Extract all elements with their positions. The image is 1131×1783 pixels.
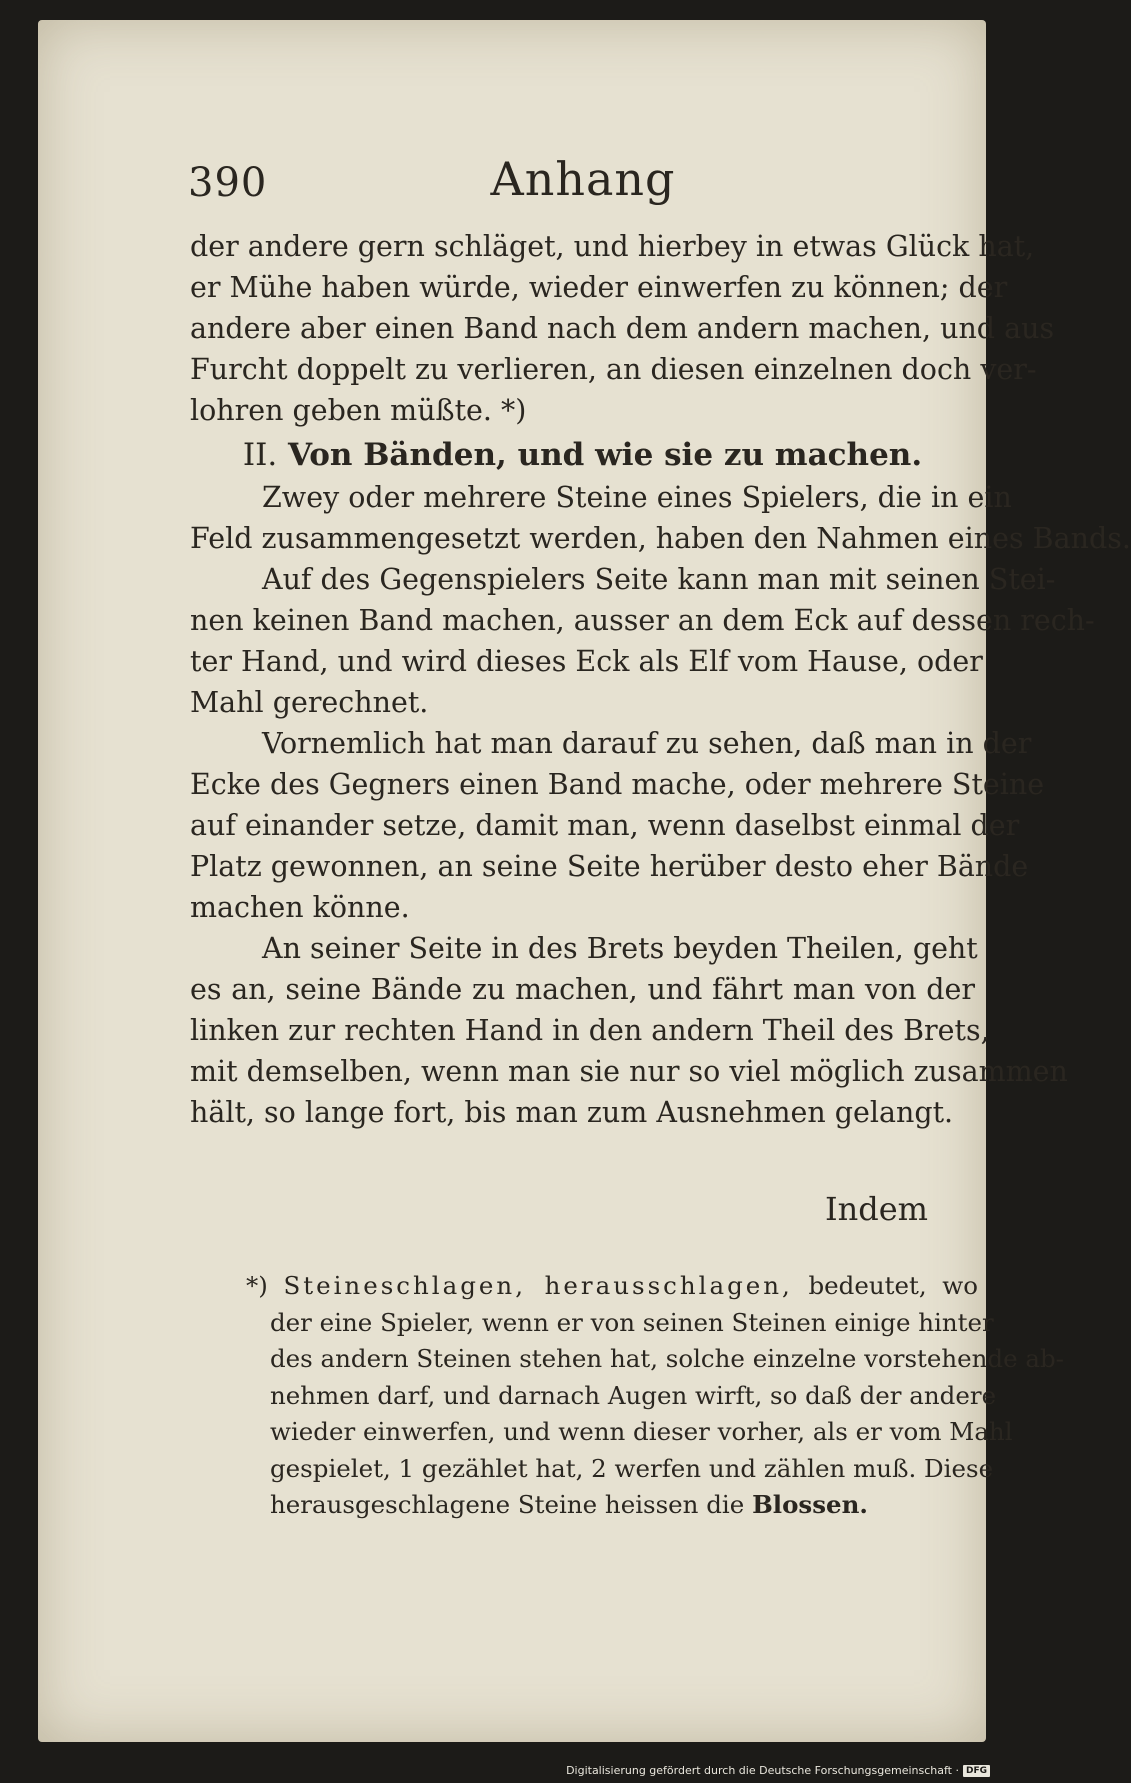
running-title: Anhang	[490, 152, 676, 206]
catchword: Indem	[824, 1190, 928, 1228]
footnote	[246, 1268, 1064, 1524]
footnote-text: herausgeschlagene Steine heissen die	[270, 1490, 745, 1519]
text-line: machen könne.	[190, 891, 410, 924]
text-line: andere aber einen Band nach dem andern machen, und aus	[190, 312, 1055, 345]
text-line: mit demselben, wenn man sie nur so viel möglich zusammen	[190, 1055, 1068, 1088]
section-heading	[190, 433, 975, 477]
text-line: hält, so lange fort, bis man zum Ausnehmen gelangt.	[190, 1096, 954, 1129]
credit-text: Digitalisierung gefördert durch die Deutsche Forschungsgemeinschaft ·	[566, 1764, 959, 1777]
text-line: Furcht doppelt zu verlieren, an diesen einzelnen doch ver-	[190, 353, 1037, 386]
text-line: linken zur rechten Hand in den andern Theil des Brets,	[190, 1014, 990, 1047]
text-line: er Mühe haben würde, wieder einwerfen zu können; der	[190, 271, 1008, 304]
footnote-line: wieder einwerfen, und wenn dieser vorher, als er vom Mahl	[270, 1417, 1013, 1446]
footnote-line: nehmen darf, und darnach Augen wirft, so daß der andere	[270, 1380, 997, 1410]
text-line: Mahl gerechnet.	[190, 686, 429, 719]
footnote-marker: *)	[246, 1271, 268, 1300]
footnote-line: des andern Steinen stehen hat, solche einzelne vorstehende ab-	[270, 1344, 1064, 1373]
text-line: Vornemlich hat man darauf zu sehen, daß man in der	[262, 727, 1032, 760]
footnote-term: Steineschlagen, herausschlagen,	[283, 1271, 793, 1300]
text-line: An seiner Seite in des Brets beyden Theilen, geht	[262, 932, 978, 965]
text-line: Ecke des Gegners einen Band mache, oder mehrere Steine	[190, 768, 1045, 801]
footnote-line: der eine Spieler, wenn er von seinen Steinen einige hinter	[270, 1307, 994, 1337]
text-line: ter Hand, und wird dieses Eck als Elf vom Hause, oder	[190, 645, 983, 678]
main-text	[190, 226, 1131, 1133]
book-page	[38, 20, 1131, 1742]
text-line: Platz gewonnen, an seine Seite herüber desto eher Bände	[190, 850, 1029, 883]
text-line: der andere gern schläget, und hierbey in etwas Glück hat,	[190, 230, 1035, 263]
page-number: 390	[188, 160, 268, 206]
page-header	[188, 146, 978, 216]
text-line: Feld zusammengesetzt werden, haben den Nahmen eines Bands.	[190, 522, 1131, 555]
text-line: es an, seine Bände zu machen, und fährt man von der	[190, 973, 975, 1006]
footnote-line	[246, 1268, 978, 1305]
text-line: nen keinen Band machen, ausser an dem Eck auf dessen rech-	[190, 604, 1095, 637]
section-title: Von Bänden, und wie sie zu machen.	[288, 437, 923, 473]
text-line: Zwey oder mehrere Steine eines Spielers, die in ein	[262, 481, 1012, 514]
footnote-line	[270, 1487, 978, 1524]
text-line: Auf des Gegenspielers Seite kann man mit seinen Stei-	[262, 563, 1056, 596]
footnote-bold-term: Blossen.	[752, 1490, 868, 1519]
footnote-line: gespielet, 1 gezählet hat, 2 werfen und zählen muß. Diese	[270, 1453, 994, 1483]
text-line: auf einander setze, damit man, wenn daselbst einmal der	[190, 809, 1020, 842]
dfg-logo-icon: DFG	[963, 1765, 990, 1777]
digitization-credit	[566, 1764, 990, 1777]
footnote-text: bedeutet, wo	[808, 1271, 978, 1300]
section-number: II.	[242, 437, 278, 473]
text-line: lohren geben müßte. *)	[190, 394, 527, 427]
